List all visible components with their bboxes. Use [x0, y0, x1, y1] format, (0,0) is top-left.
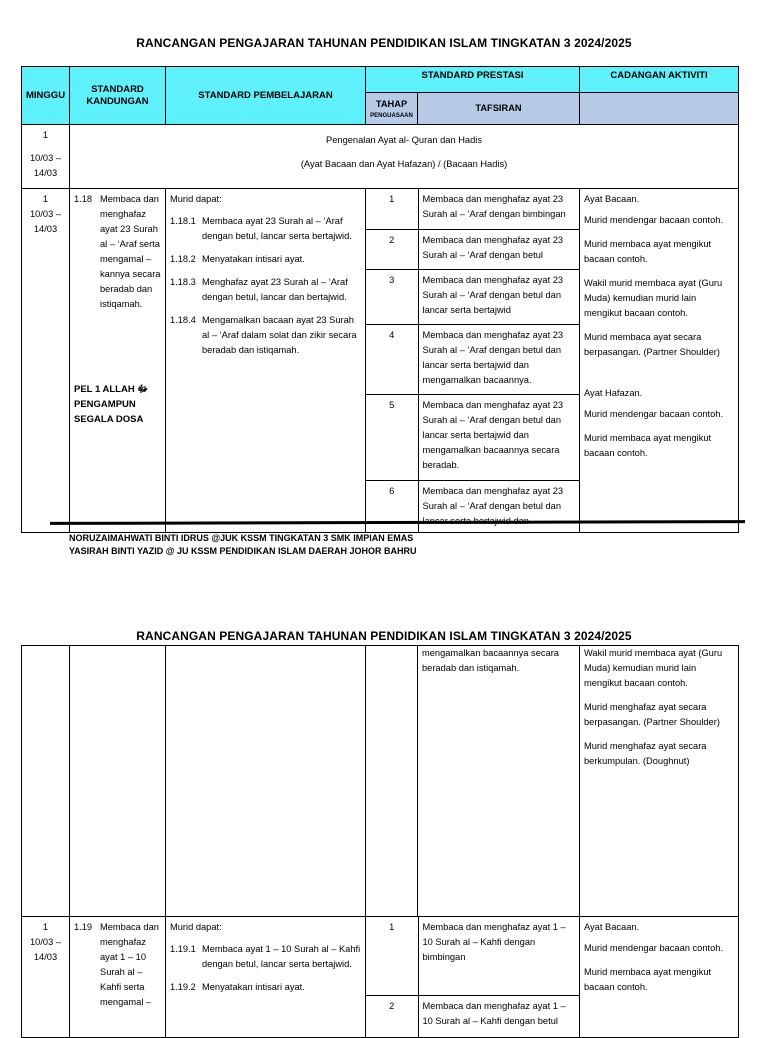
sp-text: Mengamalkan bacaan ayat 23 Surah al – ‘Araf dalam solat dan zikir secara beradab dan istiqamah. — [202, 315, 357, 355]
aktiviti-item: Ayat Bacaan. — [584, 922, 640, 932]
standard-kandungan-cell-2 — [70, 917, 166, 1038]
page-title-2: RANCANGAN PENGAJARAN TAHUNAN PENDIDIKAN ISLAM TINGKATAN 3 2024/2025 — [136, 629, 632, 643]
aktiviti-item: Murid mendengar bacaan contoh. — [584, 215, 724, 225]
aktiviti-item: Murid mendengar bacaan contoh. — [584, 409, 724, 419]
footer-author-2: YASIRAH BINTI YAZID @ JU KSSM PENDIDIKAN ISLAM DAERAH JOHOR BAHRU — [69, 546, 417, 556]
intro-dates: 10/03 – 14/03 — [29, 153, 62, 178]
week-cell-2 — [22, 917, 70, 1038]
aktiviti-item: Murid membaca ayat mengikut bacaan contoh. — [584, 967, 712, 992]
sp-number: 1.19.2 — [170, 982, 196, 992]
aktiviti-item: Murid mendengar bacaan contoh. — [584, 943, 724, 953]
intro-line1: Pengenalan Ayat al- Quran dan Hadis — [326, 135, 482, 145]
prestasi-subtable — [366, 189, 579, 532]
prestasi-subtable-2 — [366, 917, 579, 1037]
sp-intro: Murid dapat: — [170, 194, 222, 204]
prestasi-cell — [366, 189, 580, 533]
tp-description: Membaca dan menghafaz ayat 1 – 10 Surah al – Kahfi dengan bimbingan — [418, 917, 579, 995]
intro-cell — [70, 125, 739, 189]
sp-number: 1.19.1 — [170, 944, 196, 954]
week-dates: 10/03 – 14/03 — [29, 209, 62, 234]
cont-week-cell — [22, 646, 70, 917]
week-number: 1 — [42, 922, 49, 932]
header-tahap-label: TAHAP — [375, 99, 408, 109]
sp-item — [170, 980, 361, 995]
cont-aktiviti-cell — [580, 646, 739, 917]
tp-description: Membaca dan menghafaz ayat 23 Surah al – ‘Araf dengan betul dan — [418, 480, 579, 532]
sp-text: Menyatakan intisari ayat. — [202, 254, 305, 264]
intro-week-cell — [22, 125, 70, 189]
standard-pembelajaran-cell — [166, 189, 366, 533]
tp-level: 3 — [366, 269, 418, 324]
lesson-plan-table-2 — [21, 645, 739, 1038]
sk-number: 1.18 — [74, 194, 93, 204]
header-tafsiran: TAFSIRAN — [418, 93, 580, 125]
tp-level: 2 — [366, 995, 418, 1037]
cont-sk-cell — [70, 646, 166, 917]
sp-text: Membaca ayat 23 Surah al – ‘Araf dengan betul, lancar serta bertajwid. — [202, 216, 352, 241]
tp-level: 1 — [366, 917, 418, 995]
sp-number: 1.18.4 — [170, 315, 196, 325]
aktiviti-item: Murid membaca ayat mengikut bacaan contoh. — [584, 433, 712, 458]
aktiviti-item: Wakil murid membaca ayat (Guru Muda) kemudian murid lain mengikut bacaan contoh. — [584, 648, 723, 688]
sp-text: Menghafaz ayat 23 Surah al – ‘Araf dengan betul, lancar dan bertajwid. — [202, 277, 348, 302]
tp-description: Membaca dan menghafaz ayat 23 Surah al – ‘Araf dengan betul dan lancar serta bertajwid dan mengamalkan bacaannya. — [418, 324, 579, 394]
header-penguasaan-label: PENGUASAAN — [370, 113, 413, 119]
tp-level: 5 — [366, 394, 418, 480]
aktiviti-item: Ayat Bacaan. — [584, 194, 640, 204]
sp-item — [170, 275, 361, 305]
sp-item — [170, 252, 361, 267]
prestasi-cell-2 — [366, 917, 580, 1038]
aktiviti-cell — [580, 189, 739, 533]
standard-pembelajaran-cell-2 — [166, 917, 366, 1038]
cont-prestasi-text: mengamalkan bacaannya secara beradab dan istiqamah. — [422, 648, 559, 673]
header-standard-pembelajaran: STANDARD PEMBELAJARAN — [166, 67, 366, 125]
tp-description: Membaca dan menghafaz ayat 1 – 10 Surah al – Kahfi dengan betul — [418, 995, 579, 1037]
header-aktiviti-blank — [580, 93, 739, 125]
sp-item — [170, 942, 361, 972]
page-title: RANCANGAN PENGAJARAN TAHUNAN PENDIDIKAN ISLAM TINGKATAN 3 2024/2025 — [136, 36, 632, 50]
sp-number: 1.18.1 — [170, 216, 196, 226]
aktiviti-item: Wakil murid membaca ayat (Guru Muda) kemudian murid lain mengikut bacaan contoh. — [584, 278, 723, 318]
tp-level: 2 — [366, 229, 418, 269]
sp-number: 1.18.2 — [170, 254, 196, 264]
sp-intro: Murid dapat: — [170, 922, 222, 932]
aktiviti-item: Murid menghafaz ayat secara berpasangan. (Partner Shoulder) — [584, 702, 720, 727]
week-dates: 10/03 – 14/03 — [29, 937, 62, 962]
aktiviti-cell-2 — [580, 917, 739, 1038]
header-minggu: MINGGU — [22, 67, 70, 125]
standard-kandungan — [74, 920, 161, 1010]
tp-level: 4 — [366, 324, 418, 394]
tp-description: Membaca dan menghafaz ayat 23 Surah al – ‘Araf dengan betul dan lancar serta bertajwid — [418, 269, 579, 324]
week-cell — [22, 189, 70, 533]
pel-label: PEL 1 ALLAH ﷻ PENGAMPUN SEGALA DOSA — [74, 384, 149, 425]
aktiviti-item: Murid membaca ayat secara berpasangan. (Partner Shoulder) — [584, 332, 720, 357]
tp-description: Membaca dan menghafaz ayat 23 Surah al – ‘Araf dengan bimbingan — [418, 189, 579, 229]
aktiviti-item: Murid membaca ayat mengikut bacaan contoh. — [584, 239, 712, 264]
sk-number: 1.19 — [74, 922, 93, 932]
tp-description: Membaca dan menghafaz ayat 23 Surah al – ‘Araf dengan betul — [418, 229, 579, 269]
header-standard-kandungan: STANDARD KANDUNGAN — [70, 67, 166, 125]
sp-text: Menyatakan intisari ayat. — [202, 982, 305, 992]
sk-text: Membaca dan menghafaz ayat 23 Surah al – ‘Araf serta mengamal – kannya secara beradab dan istiqamah. — [100, 194, 161, 309]
lesson-plan-table — [21, 66, 739, 533]
cont-tp-cell — [366, 646, 418, 917]
aktiviti-item: Murid menghafaz ayat secara berkumpulan. (Doughnut) — [584, 741, 707, 766]
standard-kandungan-cell — [70, 189, 166, 533]
header-cadangan-aktiviti: CADANGAN AKTIVITI — [580, 67, 739, 93]
sk-text: Membaca dan menghafaz ayat 1 – 10 Surah al – Kahfi serta mengamal – — [100, 922, 159, 1007]
intro-week: 1 — [42, 130, 49, 140]
header-standard-prestasi: STANDARD PRESTASI — [366, 67, 580, 93]
cont-prestasi-cell — [418, 646, 580, 917]
sp-item — [170, 214, 361, 244]
footer-author-1: NORUZAIMAHWATI BINTI IDRUS @JUK KSSM TINGKATAN 3 SMK IMPIAN EMAS — [69, 533, 414, 543]
sp-item — [170, 313, 361, 358]
tp-description: Membaca dan menghafaz ayat 23 Surah al – ‘Araf dengan betul dan lancar serta bertajwid dan mengamalkan bacaannya secara beradab. — [418, 394, 579, 480]
tp-level: 6 — [366, 480, 418, 532]
standard-kandungan — [74, 192, 161, 312]
tp-level: 1 — [366, 189, 418, 229]
sp-number: 1.18.3 — [170, 277, 196, 287]
aktiviti-item: Ayat Hafazan. — [584, 388, 643, 398]
week-number: 1 — [42, 194, 49, 204]
cont-sp-cell — [166, 646, 366, 917]
intro-line2: (Ayat Bacaan dan Ayat Hafazan) / (Bacaan Hadis) — [300, 159, 508, 169]
sp-text: Membaca ayat 1 – 10 Surah al – Kahfi dengan betul, lancar serta bertajwid. — [202, 944, 361, 969]
header-tahap — [366, 93, 418, 125]
